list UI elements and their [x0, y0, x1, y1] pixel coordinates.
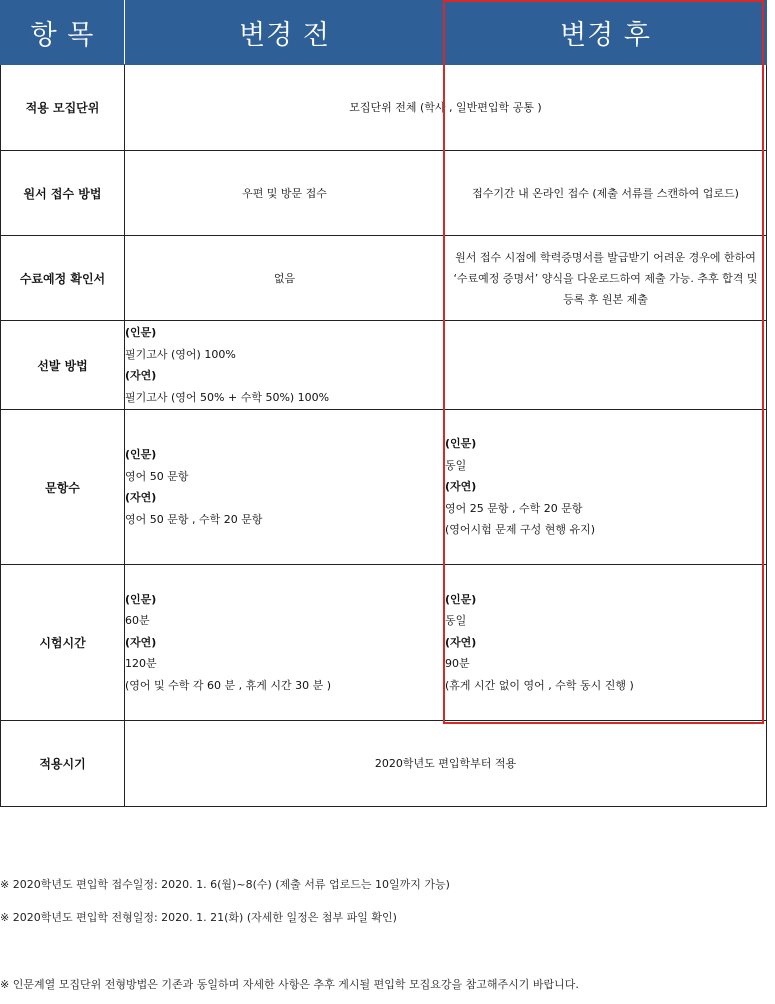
- group-heading: (인문): [125, 448, 157, 461]
- row-label: 문항수: [1, 410, 125, 565]
- row-exam-time: [1, 565, 767, 721]
- cell-line: 120분: [125, 657, 157, 671]
- row-label: 원서 접수 방법: [1, 151, 125, 236]
- group-heading: (인문): [125, 592, 157, 606]
- note-humanities-method: ※ 인문계열 모집단위 전형방법은 기존과 동일하며 자세한 사항은 추후 게시될 편입학 모집요강을 참고해주시기 바랍니다.: [0, 978, 579, 991]
- header-row: [1, 1, 767, 65]
- row-selection-method: [1, 321, 767, 410]
- row-label: 수료예정 확인서: [1, 236, 125, 321]
- row-question-count: [1, 410, 767, 565]
- row-label: 선발 방법: [1, 321, 125, 410]
- cell-line: 영어 25 문항 , 수학 20 문항: [445, 501, 583, 515]
- cell-line: 영어 50 문항: [125, 469, 189, 483]
- row-label: 적용시기: [1, 721, 125, 807]
- group-heading: (인문): [445, 592, 477, 606]
- cell-line: 영어 50 문항 , 수학 20 문항: [125, 512, 263, 526]
- header-item: 항 목: [1, 1, 125, 65]
- row-target-unit: [1, 65, 767, 151]
- cell-line: 필기고사 (영어 50% + 수학 50%) 100%: [125, 390, 330, 404]
- group-heading: (자연): [125, 491, 157, 504]
- before-cell: [125, 410, 445, 565]
- cell-line: 동일: [445, 614, 467, 628]
- merged-cell: 모집단위 전체 (학사 , 일반편입학 공통 ): [125, 65, 767, 151]
- group-heading: (자연): [125, 635, 157, 649]
- group-heading: (자연): [445, 635, 477, 649]
- cell-line: 필기고사 (영어) 100%: [125, 347, 236, 361]
- group-heading: (인문): [445, 437, 477, 451]
- cell-line: (영어시험 문제 구성 현행 유지): [445, 523, 596, 537]
- cell-line: 90분: [445, 657, 470, 671]
- before-cell: 없음: [125, 236, 445, 321]
- after-cell: [445, 565, 767, 721]
- row-application-method: [1, 151, 767, 236]
- header-before: 변경 전: [125, 1, 445, 65]
- after-cell: 접수기간 내 온라인 접수 (제출 서류를 스캔하여 업로드): [445, 151, 767, 236]
- cell-line: (휴게 시간 없이 영어 , 수학 동시 진행 ): [445, 678, 634, 692]
- note-application-schedule: ※ 2020학년도 편입학 접수일정: 2020. 1. 6(월)~8(수) (제출 서류 업로드는 10일까지 가능): [0, 878, 450, 891]
- header-after: 변경 후: [445, 1, 767, 65]
- row-effective-date: [1, 721, 767, 807]
- row-label: 적용 모집단위: [1, 65, 125, 151]
- after-cell: [445, 321, 767, 410]
- row-label: 시험시간: [1, 565, 125, 721]
- merged-cell: 2020학년도 편입학부터 적용: [125, 721, 767, 807]
- cell-line: 동일: [445, 458, 467, 472]
- cell-line: (영어 및 수학 각 60 분 , 휴게 시간 30 분 ): [125, 678, 332, 692]
- row-completion-certificate: [1, 236, 767, 321]
- after-cell: 원서 접수 시점에 학력증명서를 발급받기 어려운 경우에 한하여 ‘수료예정 증명서’ 양식을 다운로드하여 제출 가능. 추후 합격 및 등록 후 원본 제출: [445, 236, 767, 321]
- note-exam-schedule: ※ 2020학년도 편입학 전형일정: 2020. 1. 21(화) (자세한 일정은 첨부 파일 확인): [0, 911, 397, 924]
- group-heading: (인문): [125, 326, 157, 339]
- after-cell: [445, 410, 767, 565]
- cell-line: 60분: [125, 614, 150, 628]
- group-heading: (자연): [125, 369, 157, 382]
- before-cell: [125, 565, 445, 721]
- before-cell: 우편 및 방문 접수: [125, 151, 445, 236]
- group-heading: (자연): [445, 480, 477, 494]
- before-cell: [125, 321, 445, 410]
